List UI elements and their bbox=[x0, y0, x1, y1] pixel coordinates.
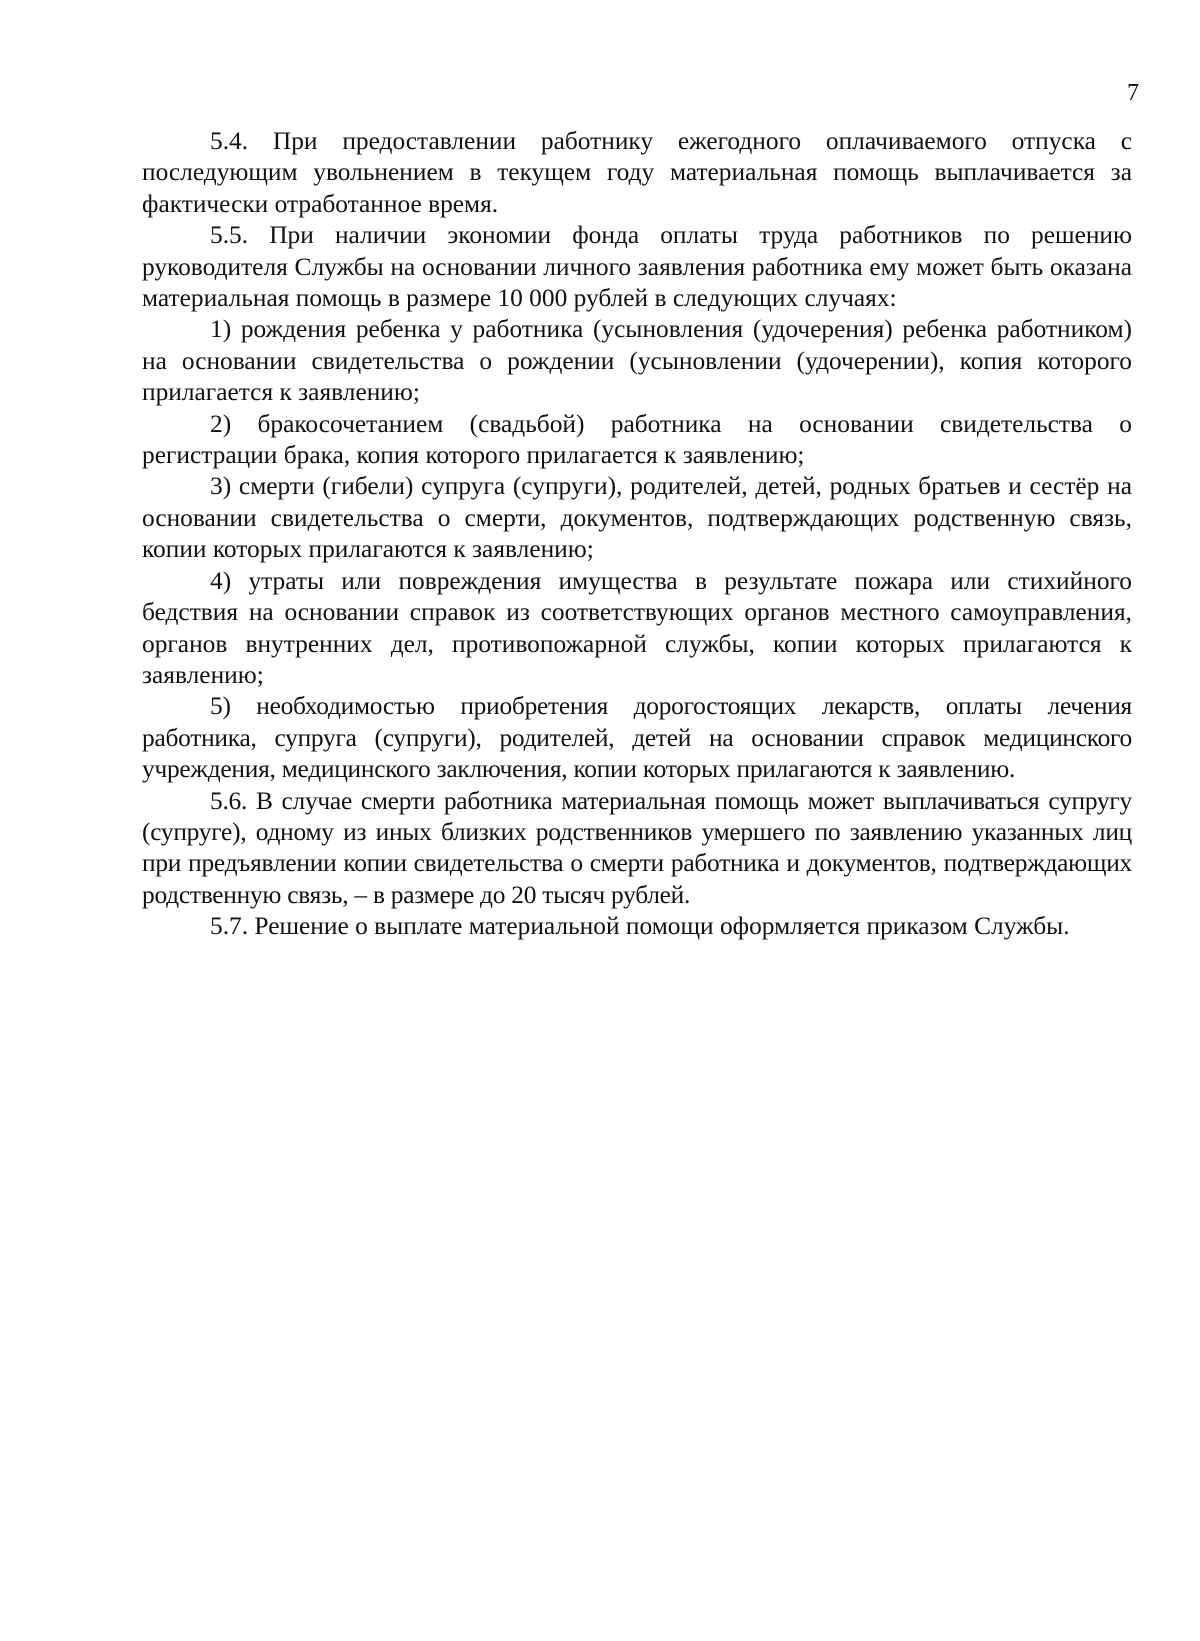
paragraph-5-6: 5.6. В случае смерти работника материальная помощь может выплачиваться супругу (супруге), одному из иных близких родственников умершего по заявлению указанных лиц при предъявлении копии свидетельства о смерти работника и документов, подтверждающих родственную связь, – в размере до 20 тысяч рублей. bbox=[142, 786, 1132, 909]
list-item-2: 2) бракосочетанием (свадьбой) работника на основании свидетельства о регистрации брака, копия которого прилагается к заявлению; bbox=[142, 409, 1132, 470]
paragraph-5-4: 5.4. При предоставлении работнику ежегодного оплачиваемого отпуска с последующим увольнением в текущем году материальная помощь выплачивается за фактически отработанное время. bbox=[142, 127, 1132, 218]
list-item-1: 1) рождения ребенка у работника (усыновления (удочерения) ребенка работником) на основании свидетельства о рождении (усыновлении (удочерении), копия которого прилагается к заявлению; bbox=[142, 315, 1132, 407]
document-body bbox=[142, 126, 1132, 943]
list-item-4: 4) утраты или повреждения имущества в результате пожара или стихийного бедствия на основании справок из соответствующих органов местного самоуправления, органов внутренних дел, противопожарной службы, копии которых прилагаются к заявлению; bbox=[142, 566, 1132, 689]
paragraph-5-5: 5.5. При наличии экономии фонда оплаты труда работников по решению руководителя Службы на основании личного заявления работника ему может быть оказана материальная помощь в размере 10 000 рублей в следующих случаях: bbox=[142, 221, 1132, 313]
list-item-5: 5) необходимостью приобретения дорогостоящих лекарств, оплаты лечения работника, супруга (супруги), родителей, детей на основании справок медицинского учреждения, медицинского заключения, копии которых прилагаются к заявлению. bbox=[142, 692, 1132, 784]
page-number: 7 bbox=[1127, 80, 1139, 106]
list-item-3: 3) смерти (гибели) супруга (супруги), родителей, детей, родных братьев и сестёр на основании свидетельства о смерти, документов, подтверждающих родственную связь, копии которых прилагаются к заявлению; bbox=[142, 472, 1132, 564]
paragraph-5-7: 5.7. Решение о выплате материальной помощи оформляется приказом Службы. bbox=[210, 912, 1070, 941]
